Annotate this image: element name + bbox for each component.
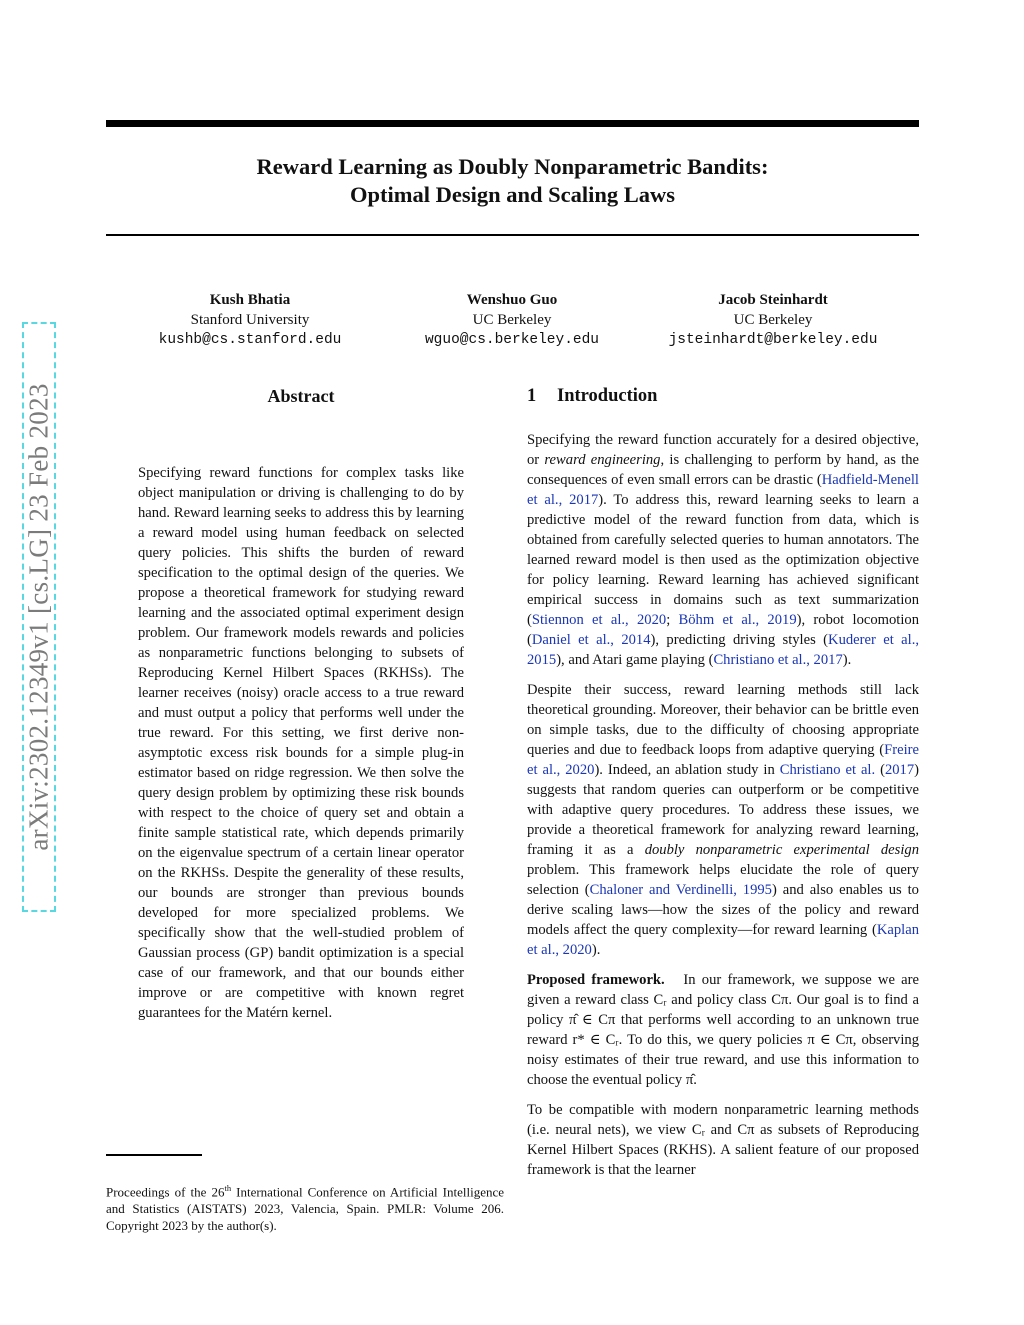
text-run-italic: reward engineering [544,452,661,468]
arxiv-stamp[interactable] [22,322,56,912]
title-rule-bottom [106,234,919,236]
text-run: ). [591,942,601,958]
text-run: Despite their success, reward learning methods still lack theoretical grounding. Moreover, their behavior can be brittle even on simple tasks, due to the difficulty of choosing appropriate queries and due to feedback loops from adaptive querying ( [527,682,919,758]
text-run: ), and Atari game playing ( [556,652,714,668]
text-run: ). To address this, reward learning seeks to learn a predictive model of the reward function from data, which is obtained from carefully selected queries to human annotators. The learned reward model is then used as the optimization objective for policy learning. Reward learning has achieved significant empirical success in domains such as text summarization ( [527,492,919,628]
text-run-italic: doubly nonparametric experimental design [644,842,919,858]
author-name: Kush Bhatia [209,292,291,308]
section-number: 1 [527,386,537,406]
text-run: ). [842,652,852,668]
introduction-column [527,430,923,1190]
text-run: International Conference on Artificial Intelligence and Statistics (AISTATS) 2023, Valencia, Spain. PMLR: Volume 206. Copyright 2023 by the author(s). [106,1184,504,1234]
paragraph-heading: Proposed framework. [527,972,665,988]
footnote-rule [106,1154,202,1156]
citation-link[interactable]: Kuderer et al., 2015 [527,632,919,668]
citation-link[interactable]: Stiennon et al., 2020 [531,612,667,628]
text-run: ) and also enables us to derive scaling laws—how the sizes of the policy and reward models affect the query complexity—for reward learning ( [527,882,919,938]
citation-link[interactable]: Freire et al., 2020 [527,742,919,778]
title-line-1: Reward Learning as Doubly Nonparametric Bandits: [256,154,769,179]
intro-paragraph-4: To be compatible with modern nonparametric learning methods (i.e. neural nets), we view Cᵣ and Cπ as subsets of Reproducing Kernel Hilbert Spaces (RKHS). A salient feature of our proposed framework is that the learner [527,1102,919,1178]
author-affiliation: UC Berkeley [733,312,813,328]
ordinal-suffix: th [224,1183,232,1193]
citation-link[interactable]: Kaplan et al., 2020 [527,922,919,958]
citation-link[interactable]: Hadfield-Menell et al., 2017 [527,472,919,508]
proceedings-footnote [106,1180,504,1234]
author-name: Wenshuo Guo [466,292,558,308]
text-run: , is challenging to perform by hand, as the consequences of even small errors can be drastic ( [527,452,919,488]
title-rule-top [106,120,919,127]
intro-paragraph-2 [527,680,919,960]
author-affiliation: UC Berkeley [472,312,552,328]
intro-paragraph-1 [527,430,919,670]
citation-link[interactable]: 2017 [884,762,915,778]
author-block-1 [130,290,370,350]
text-run: ), robot locomotion ( [527,612,919,648]
text-run: ; [666,612,679,628]
title-line-2: Optimal Design and Scaling Laws [349,182,676,207]
paper-title [106,153,919,209]
text-run: In our framework, we suppose we are given a reward class Cᵣ and policy class Cπ. Our goal is to find a policy π̂ ∈ Cπ that performs well according to an unknown true reward r* ∈ Cᵣ. To do this, we query policies π ∈ Cπ, observing noisy estimates of their true reward, and use this information to choose the eventual policy π̂. [527,972,923,1088]
text-run: Proceedings of the 26 [106,1184,225,1200]
text-run: Specifying the reward function accurately for a desired objective, or [527,432,919,468]
author-affiliation: Stanford University [190,312,310,328]
citation-link[interactable]: Böhm et al., 2019 [678,612,797,628]
author-email[interactable]: kushb@cs.stanford.edu [158,332,342,348]
text-run: ), predicting driving styles ( [650,632,829,648]
abstract-heading: Abstract [267,386,335,406]
author-name: Jacob Steinhardt [718,292,828,308]
text-run: ). Indeed, an ablation study in [594,762,780,778]
citation-link[interactable]: Daniel et al., 2014 [531,632,651,648]
author-block-2 [392,290,632,350]
abstract-body: Specifying reward functions for complex tasks like object manipulation or driving is challenging to do by hand. Reward learning seeks to address this by learning a reward model using human feedback on selected query policies. This shifts the burden of reward specification to the optimal design of the queries. We propose a theoretical framework for studying reward learning and the associated optimal experiment design problem. Our framework models rewards and policies as nonparametric functions belonging to subsets of Reproducing Kernel Hilbert Spaces (RKHSs). The learner receives (noisy) oracle access to a true reward and must output a policy that performs well under the true reward. For this setting, we first derive non-asymptotic excess risk bounds for a simple plug-in estimator based on ridge regression. We then solve the query design problem by optimizing these risk bounds with respect to the choice of query set and obtain a finite sample statistical rate, which depends primarily on the eigenvalue spectrum of a certain linear operator on the RKHSs. Despite the generality of these results, our bounds are stronger than previous bounds developed for more specialized problems. We specifically show that the well-studied problem of Gaussian process (GP) bandit optimization is a special case of our framework, and that our bounds either improve or are competitive with known regret guarantees for the Matérn kernel. [138,465,464,1021]
author-block-3 [645,290,901,350]
text-run: problem. This framework helps elucidate the role of query selection ( [527,862,919,898]
author-email[interactable]: jsteinhardt@berkeley.edu [668,332,878,348]
section-title: Introduction [557,386,658,406]
intro-paragraph-3 [527,970,923,1090]
citation-link[interactable]: Christiano et al., 2017 [713,652,843,668]
citation-link[interactable]: Christiano et al. [779,762,876,778]
text-run: ) suggests that random queries can outperform or be competitive with adaptive query procedures. To address these issues, we provide a theoretical framework for analyzing reward learning, framing it as a [527,762,919,858]
citation-link[interactable]: Chaloner and Verdinelli, 1995 [589,882,772,898]
author-email[interactable]: wguo@cs.berkeley.edu [424,332,600,348]
text-run: ( [875,762,885,778]
arxiv-stamp-text: arXiv:2302.12349v1 [cs.LG] 23 Feb 2023 [23,383,54,851]
section-heading-introduction [527,386,657,407]
